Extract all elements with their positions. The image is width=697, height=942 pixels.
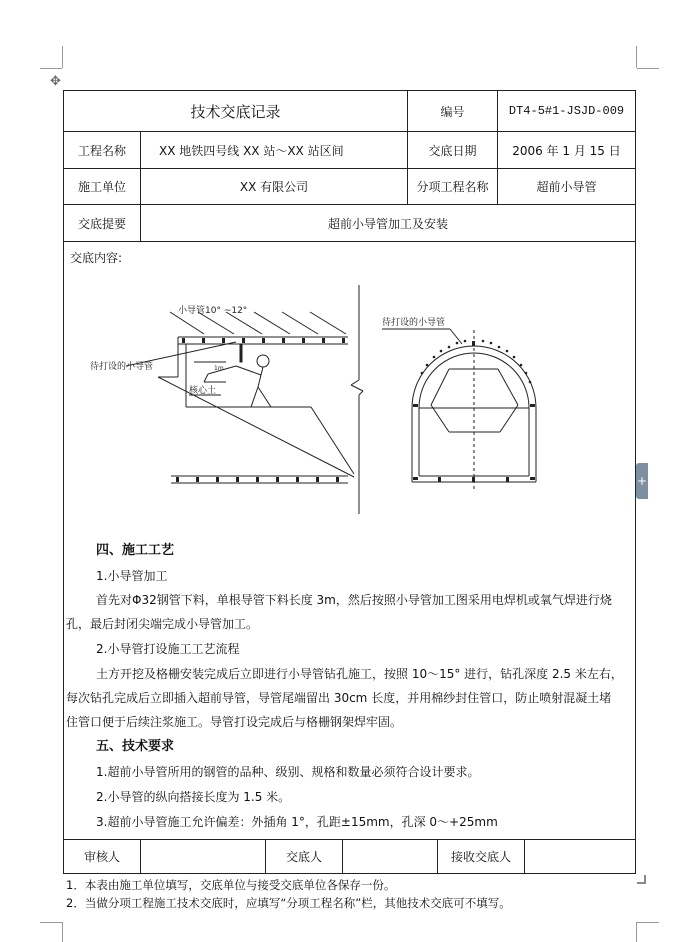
unit-label: 施工单位 (77, 180, 126, 194)
table-resize-corner-icon[interactable] (637, 875, 646, 884)
figure-right-cross-section (376, 312, 566, 498)
figure-left-pipe-label: 待打设的小导管 (90, 362, 154, 372)
unit-value: XX 有限公司 (239, 180, 309, 194)
figure-left-angle-label: 小导管10° ~12° (178, 306, 248, 316)
crop-mark-bottom-left-v (62, 922, 63, 942)
project-label: 工程名称 (77, 143, 126, 158)
reviewer-signature-field[interactable] (141, 840, 265, 873)
table-row-line-4 (63, 241, 636, 242)
content-label: 交底内容: (70, 251, 123, 265)
s4-paragraph-1-line-1: 首先对Φ32钢管下料，单根导管下料长度 3m，然后按照小导管加工图采用电焊机或氧气焊进行烧 (96, 593, 612, 607)
figure-left-core-label: 核心土 (189, 386, 217, 396)
document-title: 技术交底记录 (190, 102, 281, 121)
crop-mark-top-right-v (636, 46, 637, 68)
receiver-signature-field[interactable] (525, 840, 635, 873)
receiver-label: 接收交底人 (450, 850, 511, 864)
presenter-label: 交底人 (285, 850, 322, 864)
figure-left-longitudinal-section (86, 282, 366, 514)
s4-paragraph-2-line-1: 土方开挖及格栅安装完成后立即进行小导管钻孔施工，按照 10～15° 进行，钻孔深度 2.5 米左右， (96, 667, 623, 681)
figure-right-pipe-label: 待打设的小导管 (382, 318, 446, 328)
crop-mark-bottom-left-h (40, 922, 62, 923)
reviewer-label: 审核人 (83, 850, 120, 864)
s4-paragraph-2-line-3: 住管口便于后续注浆施工。导管打设完成后与格栅钢架焊牢固。 (66, 715, 403, 729)
s5-item-2: 2.小导管的纵向搭接长度为 1.5 米。 (96, 790, 291, 804)
date-value: 2006 年 1 月 15 日 (512, 143, 621, 158)
s4-paragraph-1-line-2: 孔，最后封闭尖端完成小导管加工。 (66, 617, 259, 631)
footnote-2: 2．当做分项工程施工技术交底时，应填写“分项工程名称”栏，其他技术交底可不填写。 (66, 896, 511, 910)
crop-mark-top-left-v (62, 46, 63, 68)
summary-value: 超前小导管加工及安装 (327, 216, 448, 231)
crop-mark-bottom-right-v (636, 922, 637, 942)
s5-item-1: 1.超前小导管所用的钢管的品种、级别、规格和数量必须符合设计要求。 (96, 765, 480, 779)
number-value: DT4-5#1-JSJD-009 (508, 104, 625, 118)
s5-item-3: 3.超前小导管施工允许偏差：外插角 1°，孔距±15mm，孔深 0～+25mm (96, 815, 498, 829)
table-move-handle-icon[interactable]: ✥ (50, 74, 61, 89)
crop-mark-top-left-h (40, 68, 62, 69)
section-5-title: 五、技术要求 (96, 739, 175, 754)
figure-left-small-label: 1m (214, 365, 224, 372)
s4-item-2: 2.小导管打设施工工艺流程 (96, 642, 240, 656)
crop-mark-bottom-right-h (637, 922, 659, 923)
table-border-bottom (63, 873, 636, 874)
presenter-signature-field[interactable] (343, 840, 437, 873)
section-4-title: 四、施工工艺 (96, 543, 175, 558)
s4-item-1: 1.小导管加工 (96, 569, 168, 583)
subproject-label: 分项工程名称 (416, 180, 489, 194)
date-label: 交底日期 (428, 143, 477, 158)
subproject-value: 超前小导管 (536, 180, 597, 194)
side-panel-expand-icon[interactable]: + (636, 463, 648, 499)
project-value: XX 地铁四号线 XX 站～XX 站区间 (159, 143, 344, 158)
s4-paragraph-2-line-2: 每次钻孔完成后立即插入超前导管，导管尾端留出 30cm 长度，并用棉纱封住管口，防止喷射混凝土堵 (66, 691, 612, 705)
crop-mark-top-right-h (637, 68, 659, 69)
summary-label: 交底提要 (77, 216, 126, 231)
number-label: 编号 (440, 104, 465, 119)
footnote-1: 1．本表由施工单位填写，交底单位与接受交底单位各保存一份。 (66, 878, 396, 892)
